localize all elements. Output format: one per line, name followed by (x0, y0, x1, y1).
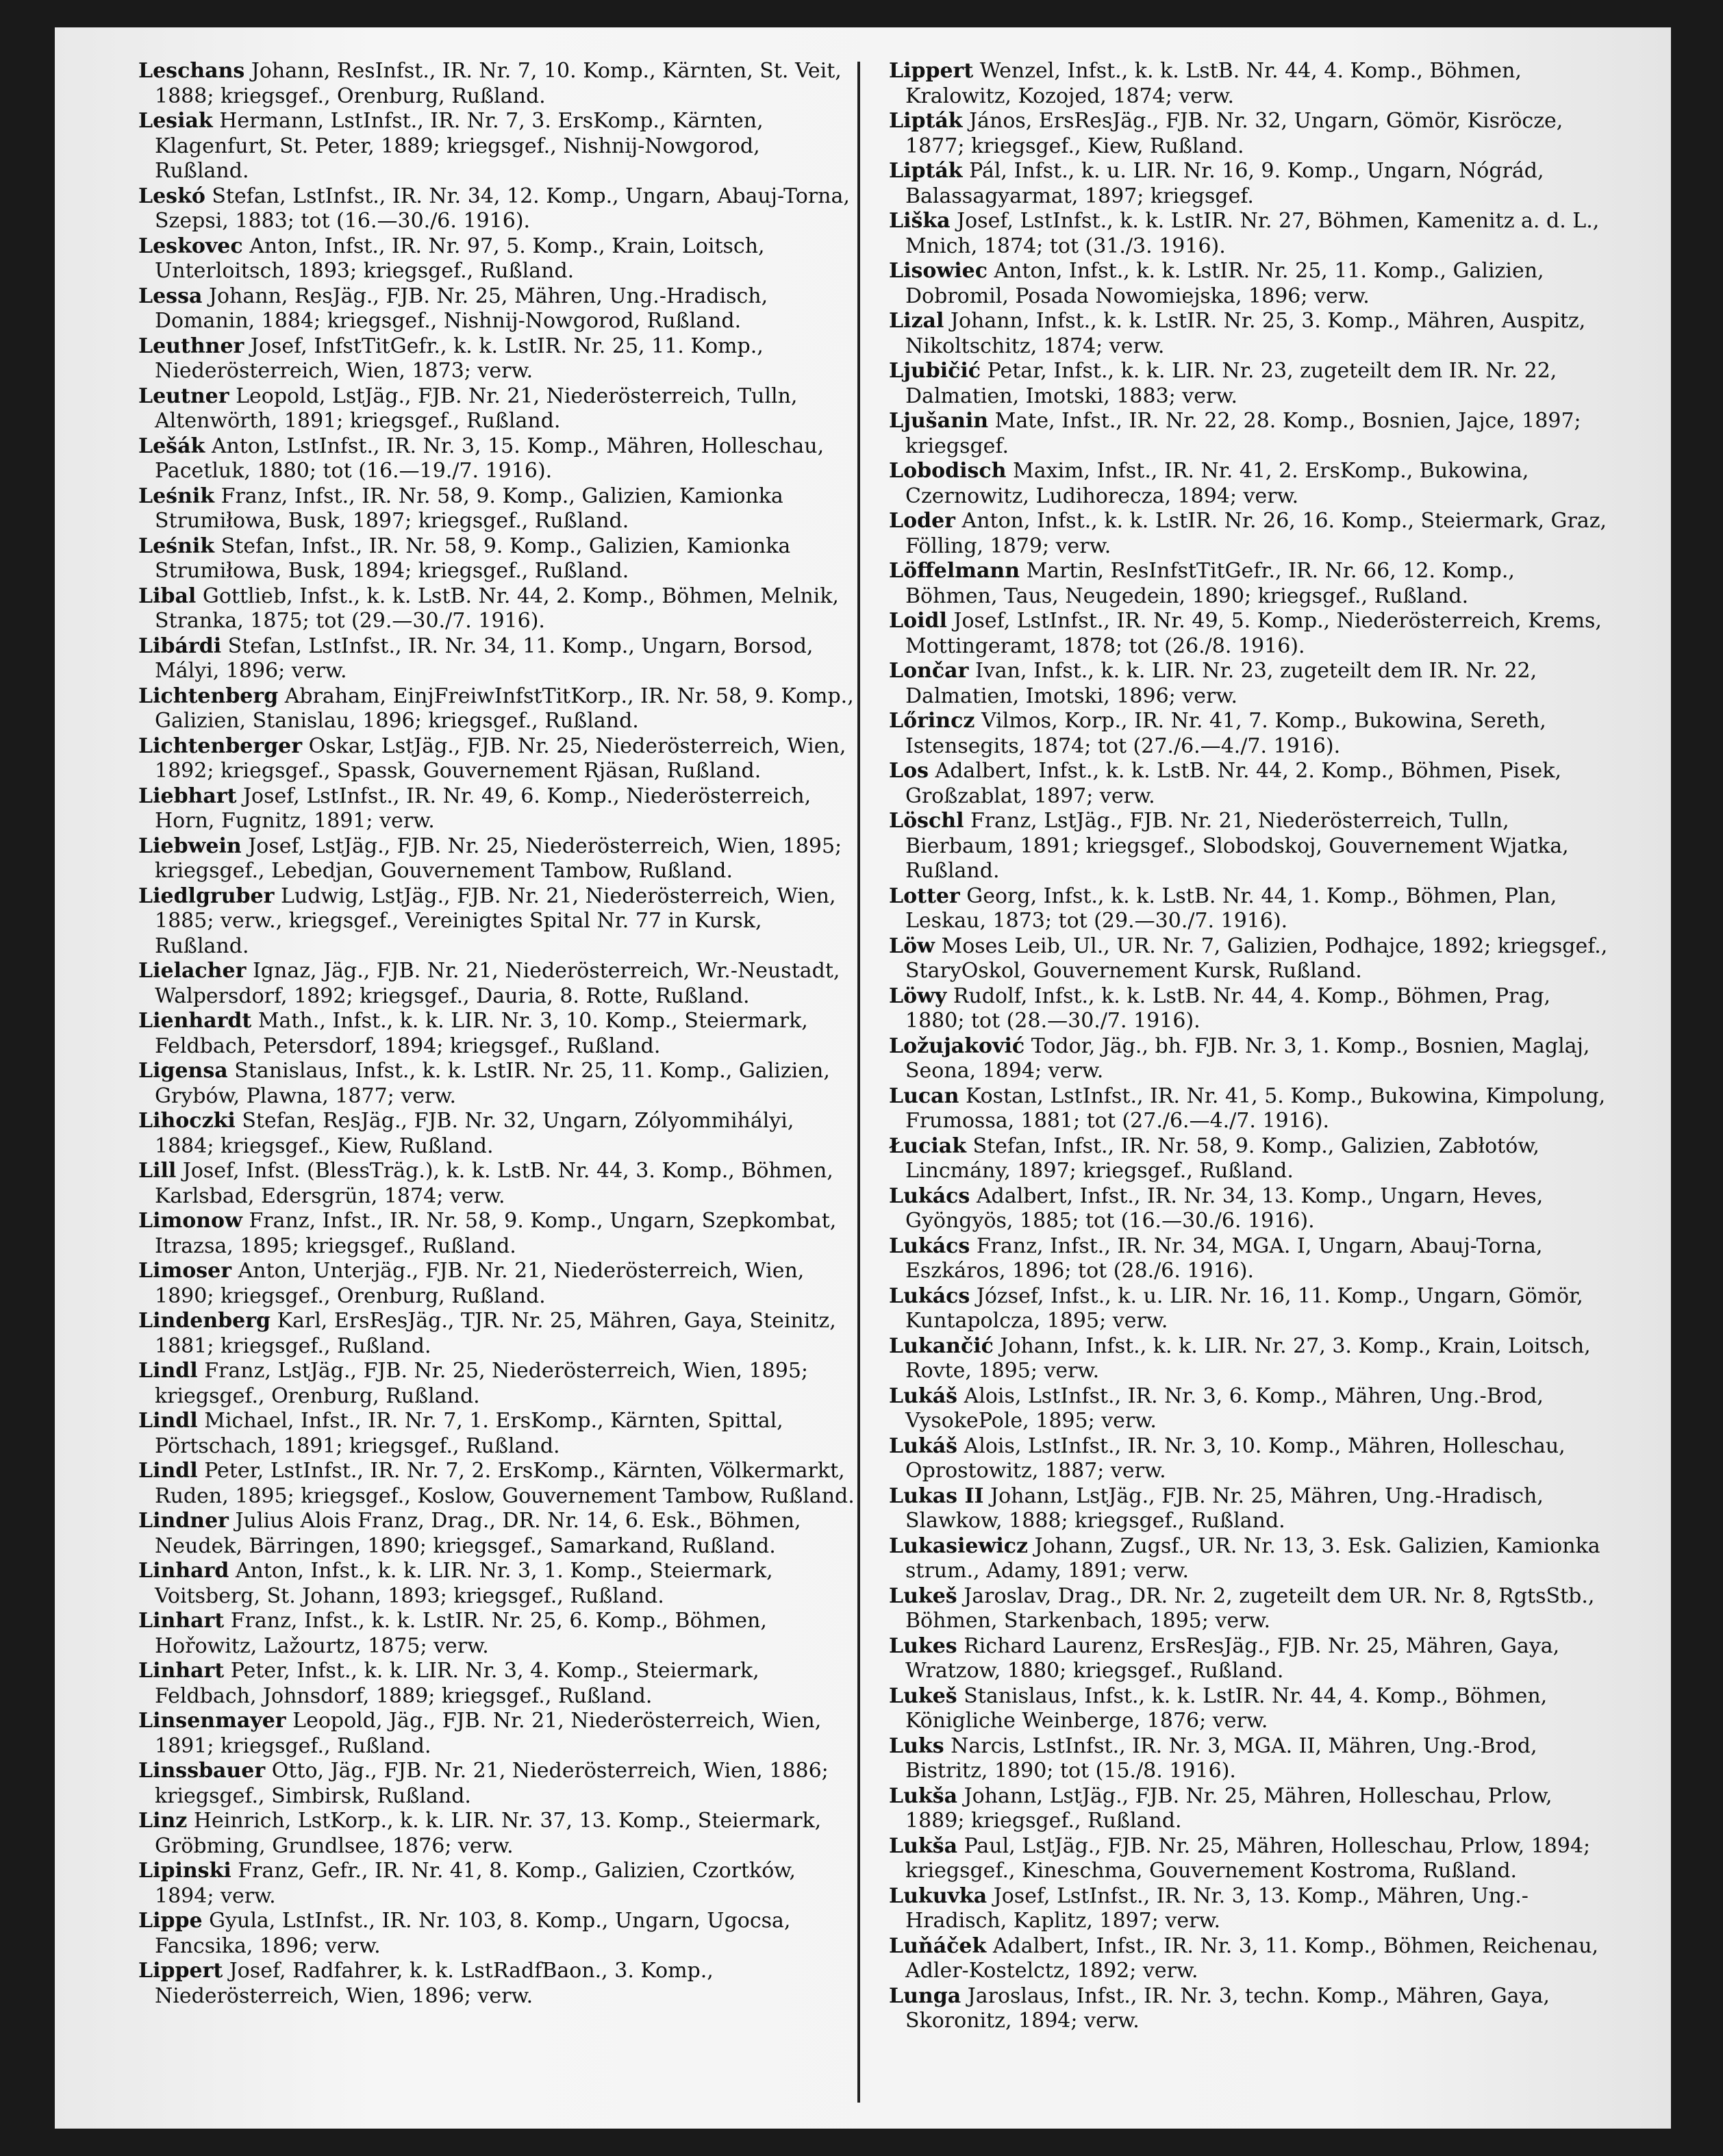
list-entry (889, 1384, 1608, 1434)
entry-surname: Lippert (889, 59, 974, 83)
list-entry (889, 1634, 1608, 1684)
list-entry (138, 634, 857, 684)
entry-surname: Lešák (138, 434, 205, 458)
list-entry (889, 809, 1608, 884)
entry-details: Moses Leib, Ul., UR. Nr. 7, Galizien, Podhajce, 1892; kriegsgef., StaryOskol, Gouvernement Kursk, Rußland. (905, 933, 1608, 983)
entry-surname: Lienhardt (138, 1009, 252, 1033)
entry-details: Vilmos, Korp., IR. Nr. 41, 7. Komp., Bukowina, Sereth, Istensegits, 1874; tot (27./6.—4./7. 1916). (905, 709, 1546, 758)
list-entry (138, 184, 857, 234)
entry-surname: Lukács (889, 1233, 970, 1258)
entry-details: Ludwig, LstJäg., FJB. Nr. 21, Niederösterreich, Wien, 1885; verw., kriegsgef., Vereinigtes Spital Nr. 77 in Kursk, Rußland. (155, 883, 836, 958)
list-entry (889, 459, 1608, 509)
entry-details: Stanislaus, Infst., k. k. LstIR. Nr. 44, 4. Komp., Böhmen, Königliche Weinberge, 1876; verw. (905, 1683, 1548, 1733)
list-entry (138, 1259, 857, 1309)
entry-details: Alois, LstInfst., IR. Nr. 3, 6. Komp., Mähren, Ung.-Brod, VysokePole, 1895; verw. (905, 1383, 1544, 1433)
entry-details: Todor, Jäg., bh. FJB. Nr. 3, 1. Komp., Bosnien, Maglaj, Seona, 1894; verw. (905, 1033, 1590, 1083)
entry-surname: Leutner (138, 384, 229, 408)
entry-surname: Ložujaković (889, 1033, 1025, 1058)
entry-details: Otto, Jäg., FJB. Nr. 21, Niederösterreich, Wien, 1886; kriegsgef., Simbirsk, Rußland. (155, 1759, 829, 1808)
entry-surname: Ligensa (138, 1059, 228, 1083)
entry-surname: Lukas II (889, 1483, 984, 1508)
entry-details: Josef, LstJäg., FJB. Nr. 25, Niederösterreich, Wien, 1895; kriegsgef., Lebedjan, Gouvernement Tambow, Rußland. (155, 833, 842, 883)
list-entry (889, 1484, 1608, 1534)
list-entry (138, 59, 857, 109)
entry-surname: Lindl (138, 1409, 198, 1433)
entry-surname: Liedlgruber (138, 883, 275, 908)
entry-surname: Lippert (138, 1959, 223, 1983)
entry-details: Franz, LstJäg., FJB. Nr. 25, Niederösterreich, Wien, 1895; kriegsgef., Orenburg, Rußland. (155, 1359, 809, 1408)
list-entry (889, 1734, 1608, 1784)
entry-details: Anton, Infst., k. k. LIR. Nr. 3, 1. Komp., Steiermark, Voitsberg, St. Johann, 1893; kriegsgef., Rußland. (155, 1559, 773, 1608)
list-entry (138, 384, 857, 434)
entry-details: Leopold, Jäg., FJB. Nr. 21, Niederösterreich, Wien, 1891; kriegsgef., Rußland. (155, 1709, 822, 1758)
entry-surname: Lichtenberg (138, 684, 279, 708)
entry-details: Math., Infst., k. k. LIR. Nr. 3, 10. Komp., Steiermark, Feldbach, Petersdorf, 1894; kriegsgef., Rußland. (155, 1009, 808, 1058)
list-entry (889, 1334, 1608, 1384)
entry-details: Alois, LstInfst., IR. Nr. 3, 10. Komp., Mähren, Holleschau, Oprostowitz, 1887; verw. (905, 1433, 1565, 1483)
entry-surname: Lukács (889, 1183, 970, 1208)
entry-details: Johann, Infst., k. k. LIR. Nr. 27, 3. Komp., Krain, Loitsch, Rovte, 1895; verw. (905, 1333, 1591, 1383)
entry-surname: Lukasiewicz (889, 1533, 1029, 1558)
list-entry (138, 1159, 857, 1209)
entry-details: Michael, Infst., IR. Nr. 7, 1. ErsKomp., Kärnten, Spittal, Pörtschach, 1891; kriegsgef., Rußland. (155, 1409, 783, 1458)
entry-surname: Leschans (138, 59, 245, 83)
entry-details: Oskar, LstJäg., FJB. Nr. 25, Niederösterreich, Wien, 1892; kriegsgef., Spassk, Gouvernement Rjäsan, Rußland. (155, 734, 846, 783)
entry-surname: Lessa (138, 284, 203, 308)
entry-details: Johann, LstJäg., FJB. Nr. 25, Mähren, Ung.-Hradisch, Slawkow, 1888; kriegsgef., Rußland. (905, 1483, 1544, 1533)
entry-details: Johann, Zugsf., UR. Nr. 13, 3. Esk. Galizien, Kamionka strum., Adamy, 1891; verw. (905, 1533, 1600, 1583)
entry-details: Franz, Infst., IR. Nr. 58, 9. Komp., Galizien, Kamionka Strumiłowa, Busk, 1897; kriegsgef., Rußland. (155, 484, 783, 533)
list-entry (889, 1084, 1608, 1134)
entry-surname: Liebwein (138, 833, 242, 858)
list-entry (889, 159, 1608, 209)
entry-details: Kostan, LstInfst., IR. Nr. 41, 5. Komp., Bukowina, Kimpolung, Frumossa, 1881; tot (27./6.—4./7. 1916). (905, 1083, 1606, 1133)
entry-surname: Łuciak (889, 1133, 966, 1158)
list-entry (138, 334, 857, 384)
list-entry (889, 1884, 1608, 1934)
entry-surname: Lihoczki (138, 1109, 236, 1133)
entry-details: Hermann, LstInfst., IR. Nr. 7, 3. ErsKomp., Kärnten, Klagenfurt, St. Peter, 1889; kriegsgef., Nishnij-Nowgorod, Rußland. (155, 109, 764, 183)
entry-details: Stefan, Infst., IR. Nr. 58, 9. Komp., Galizien, Zabłotów, Lincmány, 1897; kriegsgef., Rußland. (905, 1133, 1539, 1183)
entry-surname: Lizal (889, 309, 944, 333)
entry-details: Stefan, LstInfst., IR. Nr. 34, 12. Komp., Ungarn, Abauj-Torna, Szepsi, 1883; tot (16.—30./6. 1916). (155, 184, 850, 233)
list-entry (138, 1659, 857, 1709)
entry-surname: Limonow (138, 1209, 242, 1233)
entry-surname: Linhart (138, 1659, 225, 1683)
entry-details: Stefan, LstInfst., IR. Nr. 34, 11. Komp., Ungarn, Borsod, Mályi, 1896; verw. (155, 634, 814, 683)
entry-details: Josef, LstInfst., IR. Nr. 49, 6. Komp., Niederösterreich, Horn, Fugnitz, 1891; verw. (155, 784, 812, 833)
list-entry (138, 1209, 857, 1259)
list-entry (138, 434, 857, 484)
list-entry (889, 1134, 1608, 1184)
entry-surname: Ljubičić (889, 359, 981, 383)
entry-details: Paul, LstJäg., FJB. Nr. 25, Mähren, Holleschau, Prlow, 1894; kriegsgef., Kineschma, Gouvernement Kostroma, Rußland. (905, 1833, 1591, 1883)
list-entry (138, 1909, 857, 1959)
entry-details: Franz, Infst., IR. Nr. 58, 9. Komp., Ungarn, Szepkombat, Itrazsa, 1895; kriegsgef., Rußland. (155, 1209, 837, 1258)
list-entry (889, 934, 1608, 984)
entry-surname: Luňáček (889, 1933, 987, 1958)
list-entry (889, 759, 1608, 809)
entry-details: Johann, LstJäg., FJB. Nr. 25, Mähren, Holleschau, Prlow, 1889; kriegsgef., Rußland. (905, 1783, 1552, 1833)
list-entry (889, 209, 1608, 259)
list-entry (889, 1834, 1608, 1884)
entry-details: Josef, LstInfst., IR. Nr. 49, 5. Komp., Niederösterreich, Krems, Mottingeramt, 1878; tot (26./8. 1916). (905, 609, 1602, 658)
list-entry (138, 109, 857, 184)
entry-surname: Leśnik (138, 484, 215, 508)
entry-surname: Lukáš (889, 1383, 958, 1408)
list-entry (138, 1409, 857, 1459)
entry-details: Franz, Infst., IR. Nr. 34, MGA. I, Ungarn, Abauj-Torna, Eszkáros, 1896; tot (28./6. 1916). (905, 1233, 1543, 1283)
entry-details: Anton, Infst., k. k. LstIR. Nr. 25, 11. Komp., Galizien, Dobromil, Posada Nowomiejska, 1896; verw. (905, 259, 1544, 308)
list-entry (138, 1009, 857, 1059)
entry-details: Franz, LstJäg., FJB. Nr. 21, Niederösterreich, Tulln, Bierbaum, 1891; kriegsgef., Slobodskoj, Gouvernement Wjatka, Rußland. (905, 809, 1569, 883)
entry-surname: Lőrincz (889, 709, 975, 733)
entry-surname: Linz (138, 1809, 188, 1833)
entry-surname: Lončar (889, 659, 969, 683)
entry-details: Rudolf, Infst., k. k. LstB. Nr. 44, 4. Komp., Böhmen, Prag, 1880; tot (28.—30./7. 1916). (905, 983, 1551, 1033)
list-entry (138, 1759, 857, 1809)
list-entry (889, 1584, 1608, 1634)
entry-details: Adalbert, Infst., IR. Nr. 3, 11. Komp., Böhmen, Reichenau, Adler-Kostelctz, 1892; verw. (905, 1933, 1599, 1983)
entry-surname: Lukuvka (889, 1883, 988, 1908)
entry-details: Anton, Infst., k. k. LstIR. Nr. 26, 16. Komp., Steiermark, Graz, Fölling, 1879; verw. (905, 509, 1607, 558)
entry-details: Petar, Infst., k. k. LIR. Nr. 23, zugeteilt dem IR. Nr. 22, Dalmatien, Imotski, 1883; verw. (905, 359, 1557, 408)
entry-surname: Lindner (138, 1509, 229, 1533)
list-entry (889, 1234, 1608, 1284)
entry-surname: Lippe (138, 1909, 203, 1933)
entry-details: Maxim, Infst., IR. Nr. 41, 2. ErsKomp., Bukowina, Czernowitz, Ludihorecza, 1894; verw. (905, 459, 1529, 508)
entry-surname: Los (889, 759, 929, 783)
entry-details: Josef, LstInfst., IR. Nr. 3, 13. Komp., Mähren, Ung.-Hradisch, Kaplitz, 1897; verw. (905, 1883, 1529, 1933)
list-entry (138, 1959, 857, 2009)
entry-surname: Löschl (889, 809, 964, 833)
list-entry (138, 1359, 857, 1409)
list-entry (138, 734, 857, 784)
entry-details: Karl, ErsResJäg., TJR. Nr. 25, Mähren, Gaya, Steinitz, 1881; kriegsgef., Rußland. (155, 1309, 836, 1358)
list-entry (138, 534, 857, 584)
list-entry (138, 1309, 857, 1359)
entry-surname: Lukša (889, 1833, 958, 1858)
list-entry (889, 259, 1608, 309)
list-entry (889, 1934, 1608, 1984)
list-entry (138, 1559, 857, 1609)
entry-details: Josef, Infst. (BlessTräg.), k. k. LstB. Nr. 44, 3. Komp., Böhmen, Karlsbad, Edersgrün, 1874; verw. (155, 1159, 833, 1208)
list-entry (138, 1859, 857, 1909)
entry-details: Stefan, ResJäg., FJB. Nr. 32, Ungarn, Zólyommihályi, 1884; kriegsgef., Kiew, Rußland. (155, 1109, 794, 1158)
entry-details: Gottlieb, Infst., k. k. LstB. Nr. 44, 2. Komp., Böhmen, Melnik, Stranka, 1875; tot (29.—30./7. 1916). (155, 584, 839, 633)
entry-surname: Lichtenberger (138, 734, 303, 758)
list-entry (138, 684, 857, 734)
list-entry (889, 1184, 1608, 1234)
entry-surname: Leskó (138, 184, 205, 208)
list-entry (889, 59, 1608, 109)
list-entry (138, 484, 857, 534)
entry-details: Leopold, LstJäg., FJB. Nr. 21, Niederösterreich, Tulln, Altenwörth, 1891; kriegsgef., Rußland. (155, 384, 798, 433)
list-entry (889, 559, 1608, 609)
entry-details: Julius Alois Franz, Drag., DR. Nr. 14, 6. Esk., Böhmen, Neudek, Bärringen, 1890; kriegsgef., Samarkand, Rußland. (155, 1509, 801, 1558)
entry-details: Anton, Unterjäg., FJB. Nr. 21, Niederösterreich, Wien, 1890; kriegsgef., Orenburg, Rußland. (155, 1259, 805, 1308)
entry-surname: Löw (889, 933, 935, 958)
entry-surname: Linsenmayer (138, 1709, 286, 1733)
entry-surname: Lucan (889, 1083, 959, 1108)
entry-details: Narcis, LstInfst., IR. Nr. 3, MGA. II, Mähren, Ung.-Brod, Bistritz, 1890; tot (15./8. 1916). (905, 1733, 1537, 1783)
entry-details: Ivan, Infst., k. k. LIR. Nr. 23, zugeteilt dem IR. Nr. 22, Dalmatien, Imotski, 1896; verw. (905, 659, 1537, 708)
document-page (55, 27, 1671, 2129)
entry-surname: Lindl (138, 1359, 198, 1383)
entry-surname: Lindl (138, 1459, 198, 1483)
entry-details: Richard Laurenz, ErsResJäg., FJB. Nr. 25, Mähren, Gaya, Wratzow, 1880; kriegsgef., Rußland. (905, 1633, 1560, 1683)
list-entry (138, 1509, 857, 1559)
list-entry (138, 1459, 857, 1509)
list-entry (889, 709, 1608, 759)
list-entry (889, 884, 1608, 934)
entry-details: Josef, InfstTitGefr., k. k. LstIR. Nr. 25, 11. Komp., Niederösterreich, Wien, 1873; verw. (155, 334, 764, 383)
entry-surname: Lindenberg (138, 1309, 271, 1333)
entry-surname: Lipták (889, 109, 963, 133)
list-entry (138, 1059, 857, 1109)
entry-surname: Linssbauer (138, 1759, 266, 1783)
entry-surname: Lukeš (889, 1583, 957, 1608)
entry-surname: Linhart (138, 1609, 225, 1633)
list-entry (138, 1709, 857, 1759)
entry-surname: Loidl (889, 609, 947, 633)
entry-surname: Libárdi (138, 634, 222, 658)
entry-details: Johann, ResJäg., FJB. Nr. 25, Mähren, Ung.-Hradisch, Domanin, 1884; kriegsgef., Nishnij-Nowgorod, Rußland. (155, 284, 768, 333)
entry-surname: Lisowiec (889, 259, 988, 283)
entry-details: Adalbert, Infst., k. k. LstB. Nr. 44, 2. Komp., Böhmen, Pisek, Großzablat, 1897; verw. (905, 759, 1562, 808)
entry-details: Martin, ResInfstTitGefr., IR. Nr. 66, 12. Komp., Böhmen, Taus, Neugedein, 1890; kriegsgef., Rußland. (905, 559, 1515, 608)
entry-surname: Liška (889, 209, 951, 233)
list-entry (138, 959, 857, 1009)
entry-details: Jaroslaus, Infst., IR. Nr. 3, techn. Komp., Mähren, Gaya, Skoronitz, 1894; verw. (905, 1983, 1550, 2033)
entry-surname: Loder (889, 509, 955, 533)
entry-surname: Lill (138, 1159, 177, 1183)
left-column (138, 59, 857, 2009)
list-entry (889, 1284, 1608, 1334)
entry-details: Pál, Infst., k. u. LIR. Nr. 16, 9. Komp., Ungarn, Nógrád, Balassagyarmat, 1897; kriegsgef. (905, 159, 1544, 208)
entry-surname: Lukančić (889, 1333, 994, 1358)
entry-surname: Lukács (889, 1283, 970, 1308)
entry-details: Wenzel, Infst., k. k. LstB. Nr. 44, 4. Komp., Böhmen, Kralowitz, Kozojed, 1874; verw. (905, 59, 1522, 108)
list-entry (138, 884, 857, 960)
entry-surname: Lielacher (138, 959, 247, 983)
list-entry (889, 1034, 1608, 1084)
entry-surname: Liebhart (138, 784, 237, 808)
entry-details: Franz, Infst., k. k. LstIR. Nr. 25, 6. Komp., Böhmen, Hořowitz, Lažourtz, 1875; verw. (155, 1609, 767, 1658)
entry-surname: Leuthner (138, 334, 244, 358)
column-divider (857, 62, 860, 2103)
entry-details: József, Infst., k. u. LIR. Nr. 16, 11. Komp., Ungarn, Gömör, Kuntapolcza, 1895; verw. (905, 1283, 1583, 1333)
entry-details: Mate, Infst., IR. Nr. 22, 28. Komp., Bosnien, Jajce, 1897; kriegsgef. (905, 409, 1581, 458)
entry-details: Josef, LstInfst., k. k. LstIR. Nr. 27, Böhmen, Kamenitz a. d. L., Mnich, 1874; tot (31./3. 1916). (905, 209, 1600, 258)
entry-surname: Lukeš (889, 1683, 957, 1708)
entry-surname: Löffelmann (889, 559, 1020, 583)
entry-surname: Lipinski (138, 1859, 231, 1883)
entry-surname: Lobodisch (889, 459, 1007, 483)
list-entry (138, 784, 857, 834)
entry-details: Jaroslav, Drag., DR. Nr. 2, zugeteilt dem UR. Nr. 8, RgtsStb., Böhmen, Starkenbach, 1895; verw. (905, 1583, 1595, 1633)
entry-surname: Lesiak (138, 109, 213, 133)
entry-surname: Lukes (889, 1633, 957, 1658)
entry-details: Anton, Infst., IR. Nr. 97, 5. Komp., Krain, Loitsch, Unterloitsch, 1893; kriegsgef., Rußland. (155, 234, 765, 283)
entry-details: Stanislaus, Infst., k. k. LstIR. Nr. 25, 11. Komp., Galizien, Grybów, Plawna, 1877; verw. (155, 1059, 830, 1108)
entry-details: Peter, Infst., k. k. LIR. Nr. 3, 4. Komp., Steiermark, Feldbach, Johnsdorf, 1889; kriegsgef., Rußland. (155, 1659, 759, 1708)
list-entry (138, 1109, 857, 1159)
entry-details: János, ErsResJäg., FJB. Nr. 32, Ungarn, Gömör, Kisröcze, 1877; kriegsgef., Kiew, Rußland. (905, 109, 1563, 158)
entry-details: Johann, Infst., k. k. LstIR. Nr. 25, 3. Komp., Mähren, Auspitz, Nikoltschitz, 1874; verw. (905, 309, 1586, 358)
list-entry (138, 834, 857, 884)
list-entry (889, 1534, 1608, 1584)
entry-surname: Linhard (138, 1559, 229, 1583)
list-entry (889, 1684, 1608, 1734)
entry-surname: Leskovec (138, 234, 243, 258)
entry-details: Johann, ResInfst., IR. Nr. 7, 10. Komp., Kärnten, St. Veit, 1888; kriegsgef., Orenburg, Rußland. (155, 59, 842, 108)
entry-surname: Limoser (138, 1259, 232, 1283)
entry-details: Franz, Gefr., IR. Nr. 41, 8. Komp., Galizien, Czortków, 1894; verw. (155, 1859, 796, 1908)
entry-details: Josef, Radfahrer, k. k. LstRadfBaon., 3. Komp., Niederösterreich, Wien, 1896; verw. (155, 1959, 714, 2008)
right-column (889, 59, 1608, 2034)
entry-details: Heinrich, LstKorp., k. k. LIR. Nr. 37, 13. Komp., Steiermark, Gröbming, Grundlsee, 1876; verw. (155, 1809, 822, 1858)
entry-surname: Leśnik (138, 534, 215, 558)
list-entry (889, 1784, 1608, 1834)
list-entry (889, 1984, 1608, 2034)
list-entry (889, 359, 1608, 409)
list-entry (138, 1609, 857, 1659)
list-entry (138, 284, 857, 334)
entry-surname: Lotter (889, 883, 960, 908)
entry-details: Stefan, Infst., IR. Nr. 58, 9. Komp., Galizien, Kamionka Strumiłowa, Busk, 1894; kriegsgef., Rußland. (155, 534, 791, 583)
entry-surname: Lukša (889, 1783, 958, 1808)
list-entry (889, 509, 1608, 559)
list-entry (889, 609, 1608, 659)
entry-details: Peter, LstInfst., IR. Nr. 7, 2. ErsKomp., Kärnten, Völkermarkt, Ruden, 1895; kriegsgef., Koslow, Gouvernement Tambow, Rußland. (155, 1459, 855, 1508)
entry-surname: Löwy (889, 983, 947, 1008)
entry-details: Georg, Infst., k. k. LstB. Nr. 44, 1. Komp., Böhmen, Plan, Leskau, 1873; tot (29.—30./7. 1916). (905, 883, 1557, 933)
list-entry (889, 984, 1608, 1034)
list-entry (889, 409, 1608, 459)
entry-details: Abraham, EinjFreiwInfstTitKorp., IR. Nr. 58, 9. Komp., Galizien, Stanislau, 1896; kriegsgef., Rußland. (155, 684, 854, 733)
entry-surname: Ljušanin (889, 409, 989, 433)
entry-surname: Lukáš (889, 1433, 958, 1458)
entry-surname: Lunga (889, 1983, 961, 2008)
list-entry (889, 1434, 1608, 1484)
list-entry (889, 659, 1608, 709)
list-entry (889, 109, 1608, 159)
list-entry (138, 1809, 857, 1859)
entry-details: Ignaz, Jäg., FJB. Nr. 21, Niederösterreich, Wr.-Neustadt, Walpersdorf, 1892; kriegsgef., Dauria, 8. Rotte, Rußland. (155, 959, 840, 1008)
entry-details: Anton, LstInfst., IR. Nr. 3, 15. Komp., Mähren, Holleschau, Pacetluk, 1880; tot (16.—19./7. 1916). (155, 434, 825, 483)
list-entry (889, 309, 1608, 359)
entry-details: Adalbert, Infst., IR. Nr. 34, 13. Komp., Ungarn, Heves, Gyöngyös, 1885; tot (16.—30./6. 1916). (905, 1183, 1544, 1233)
entry-surname: Luks (889, 1733, 944, 1758)
list-entry (138, 234, 857, 284)
list-entry (138, 584, 857, 634)
entry-details: Gyula, LstInfst., IR. Nr. 103, 8. Komp., Ungarn, Ugocsa, Fancsika, 1896; verw. (155, 1909, 791, 1958)
entry-surname: Libal (138, 584, 197, 608)
entry-surname: Lipták (889, 159, 963, 183)
